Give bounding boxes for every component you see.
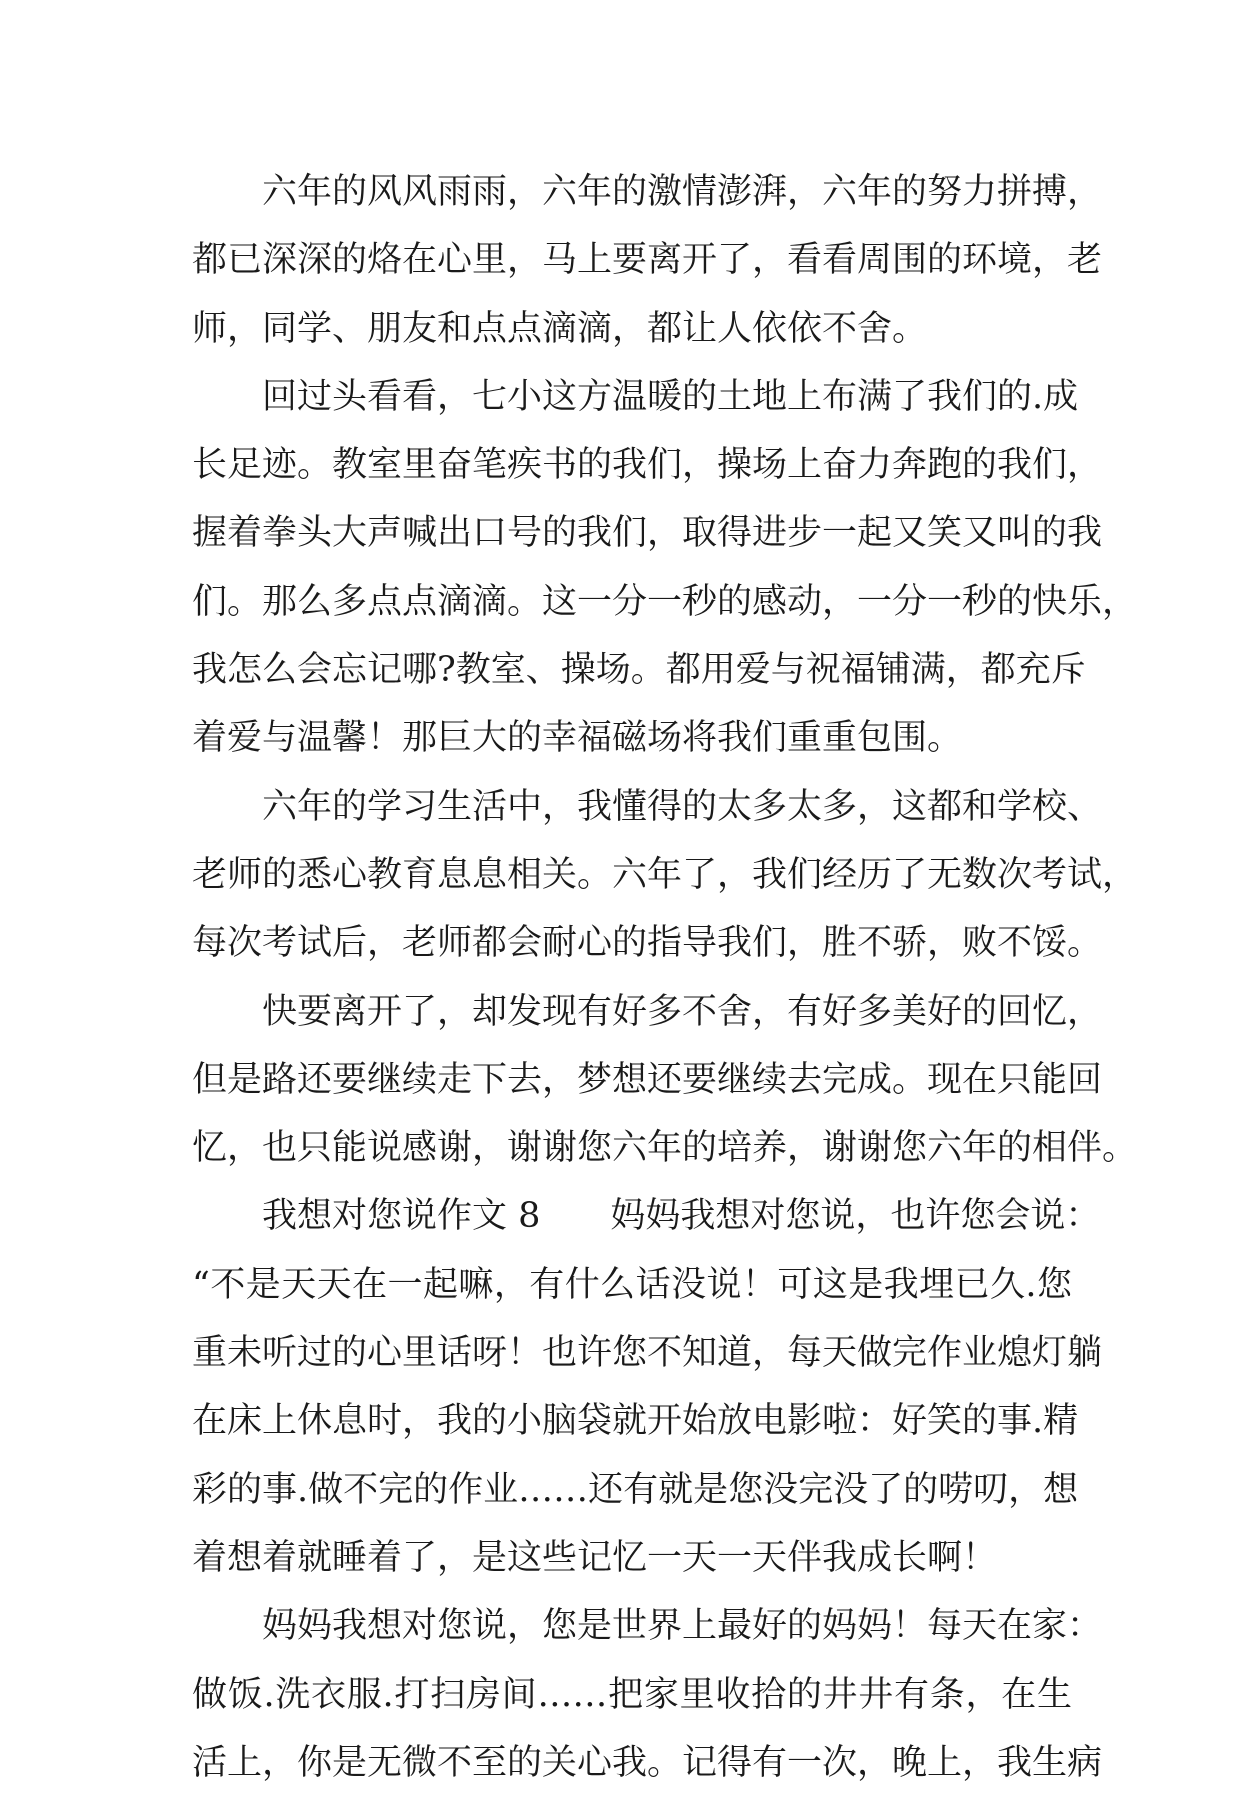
text-line: 我怎么会忘记哪?教室、操场。都用爱与祝福铺满，都充斥 [192, 650, 1086, 691]
text-line: 着爱与温馨！那巨大的幸福磁场将我们重重包围。 [192, 718, 963, 759]
text-line: 师，同学、朋友和点点滴滴，都让人依依不舍。 [192, 308, 928, 349]
text-line: 每次考试后，老师都会耐心的指导我们，胜不骄，败不馁。 [192, 923, 1103, 964]
text-line: 老师的悉心教育息息相关。六年了，我们经历了无数次考试， [192, 854, 1138, 895]
text-line: 重未听过的心里话呀！也许您不知道，每天做完作业熄灯躺 [192, 1333, 1103, 1374]
text-line: 我想对您说作文 8 妈妈我想对您说，也许您会说： [262, 1196, 1101, 1237]
text-line: “不是天天在一起嘛，有什么话没说！可这是我埋已久.您 [192, 1264, 1072, 1305]
text-line: 都已深深的烙在心里，马上要离开了，看看周围的环境，老 [192, 240, 1103, 281]
text-line: 六年的学习生活中，我懂得的太多太多，这都和学校、 [262, 786, 1103, 827]
text-line: 回过头看看，七小这方温暖的土地上布满了我们的.成 [262, 376, 1079, 417]
text-line: 彩的事.做不完的作业……还有就是您没完没了的唠叨，想 [192, 1469, 1079, 1510]
text-line: 着想着就睡着了，是这些记忆一天一天伴我成长啊！ [192, 1537, 998, 1578]
text-line: 做饭.洗衣服.打扫房间……把家里收拾的井井有条，在生 [192, 1674, 1072, 1715]
text-line: 妈妈我想对您说，您是世界上最好的妈妈！每天在家： [262, 1606, 1103, 1647]
text-line: 忆，也只能说感谢，谢谢您六年的培养，谢谢您六年的相伴。 [192, 1128, 1138, 1169]
text-line: 活上，你是无微不至的关心我。记得有一次，晚上，我生病 [192, 1742, 1103, 1783]
text-line: 六年的风风雨雨，六年的激情澎湃，六年的努力拼搏， [262, 172, 1103, 212]
text-line: 快要离开了，却发现有好多不舍，有好多美好的回忆， [262, 991, 1103, 1032]
text-line: 握着拳头大声喊出口号的我们，取得进步一起又笑又叫的我 [192, 513, 1103, 554]
text-line: 在床上休息时，我的小脑袋就开始放电影啦：好笑的事.精 [192, 1401, 1079, 1442]
text-line: 但是路还要继续走下去，梦想还要继续去完成。现在只能回 [192, 1059, 1103, 1100]
document-body [192, 158, 1138, 1797]
text-line: 长足迹。教室里奋笔疾书的我们，操场上奋力奔跑的我们， [192, 445, 1103, 486]
text-line: 们。那么多点点滴滴。这一分一秒的感动，一分一秒的快乐， [192, 581, 1138, 622]
